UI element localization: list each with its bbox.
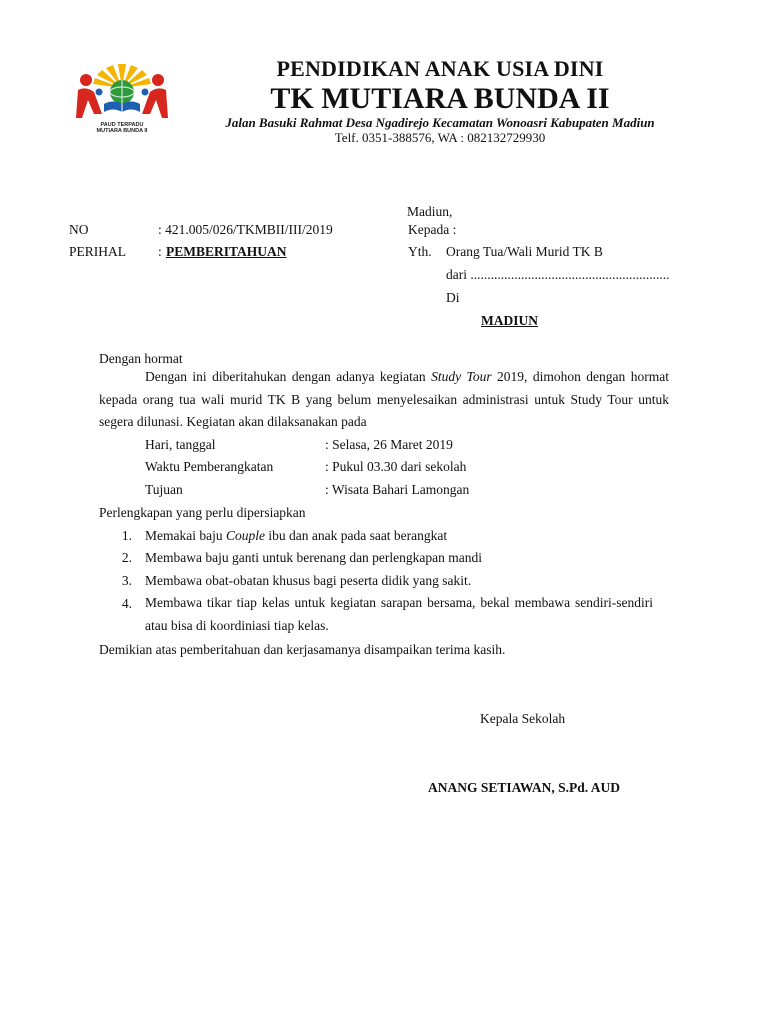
recipient-city: MADIUN [481, 313, 538, 328]
no-value: : 421.005/026/TKMBII/III/2019 [158, 222, 333, 237]
list-item-number: 4. [121, 596, 132, 611]
list-item-number: 1. [121, 528, 132, 543]
intro-text-b: 2019, dimohon dengan hormat kepada orang tua wali murid TK B yang belum menyelesaikan administrasi untuk Study Tour untuk segera dilunasi. Kegiatan akan dilaksanakan pada [99, 369, 669, 429]
intro-text-a: Dengan ini diberitahukan dengan adanya kegiatan [145, 369, 432, 384]
list-item-4: Membawa tikar tiap kelas untuk kegiatan sarapan bersama, bekal membawa sendiri-sendiri atau bisa di koordiniasi tiap kelas. [145, 595, 653, 633]
list-item-text: ibu dan anak pada saat berangkat [264, 528, 448, 543]
header-institution-type: PENDIDIKAN ANAK USIA DINI [276, 56, 604, 81]
list-item-number: 2. [121, 550, 132, 565]
list-item-1 [145, 528, 447, 544]
signature-name: ANANG SETIAWAN, S.Pd. AUD [428, 780, 621, 795]
list-item-3: Membawa obat-obatan khusus bagi peserta didik yang sakit. [145, 573, 472, 588]
recipient: Orang Tua/Wali Murid TK B [446, 244, 603, 259]
detail-label-time: Waktu Pemberangkatan [145, 459, 274, 474]
header-school-name: TK MUTIARA BUNDA II [270, 82, 610, 115]
intro-paragraph [99, 366, 669, 434]
signature-title: Kepala Sekolah [480, 711, 566, 726]
list-item-text: Memakai baju [145, 528, 226, 543]
perihal-colon: : [158, 244, 162, 259]
kepada-label: Kepada : [408, 222, 457, 237]
detail-label-destination: Tujuan [145, 482, 183, 497]
greeting: Dengan hormat [99, 351, 183, 366]
perihal-value: PEMBERITAHUAN [166, 244, 287, 259]
closing-text: Demikian atas pemberitahuan dan kerjasamanya disampaikan terima kasih. [99, 642, 506, 657]
detail-label-date: Hari, tanggal [145, 437, 216, 452]
recipient-from: dari ........................................................... [446, 267, 670, 282]
header-address: Jalan Basuki Rahmat Desa Ngadirejo Kecamatan Wonoasri Kabupaten Madiun [225, 115, 655, 130]
list-title: Perlengkapan yang perlu dipersiapkan [99, 505, 306, 520]
perihal-label: PERIHAL [69, 244, 126, 259]
detail-value-time: : Pukul 03.30 dari sekolah [325, 459, 467, 474]
list-item-italic: Couple [225, 528, 265, 543]
yth-label: Yth. [408, 244, 432, 259]
list-item-number: 3. [121, 573, 132, 588]
recipient-di: Di [446, 290, 460, 305]
detail-value-date: : Selasa, 26 Maret 2019 [325, 437, 453, 452]
school-logo [72, 58, 172, 138]
list-item-2: Membawa baju ganti untuk berenang dan perlengkapan mandi [145, 550, 483, 565]
intro-text-italic: Study Tour [431, 369, 492, 384]
logo-caption-line2: MUTIARA BUNDA II [96, 128, 148, 134]
place-date: Madiun, [407, 204, 453, 219]
logo-caption-line1: PAUD TERPADU [100, 122, 144, 128]
header-contact: Telf. 0351-388576, WA : 082132729930 [334, 130, 546, 145]
detail-value-destination: : Wisata Bahari Lamongan [325, 482, 470, 497]
no-label: NO [69, 222, 89, 237]
